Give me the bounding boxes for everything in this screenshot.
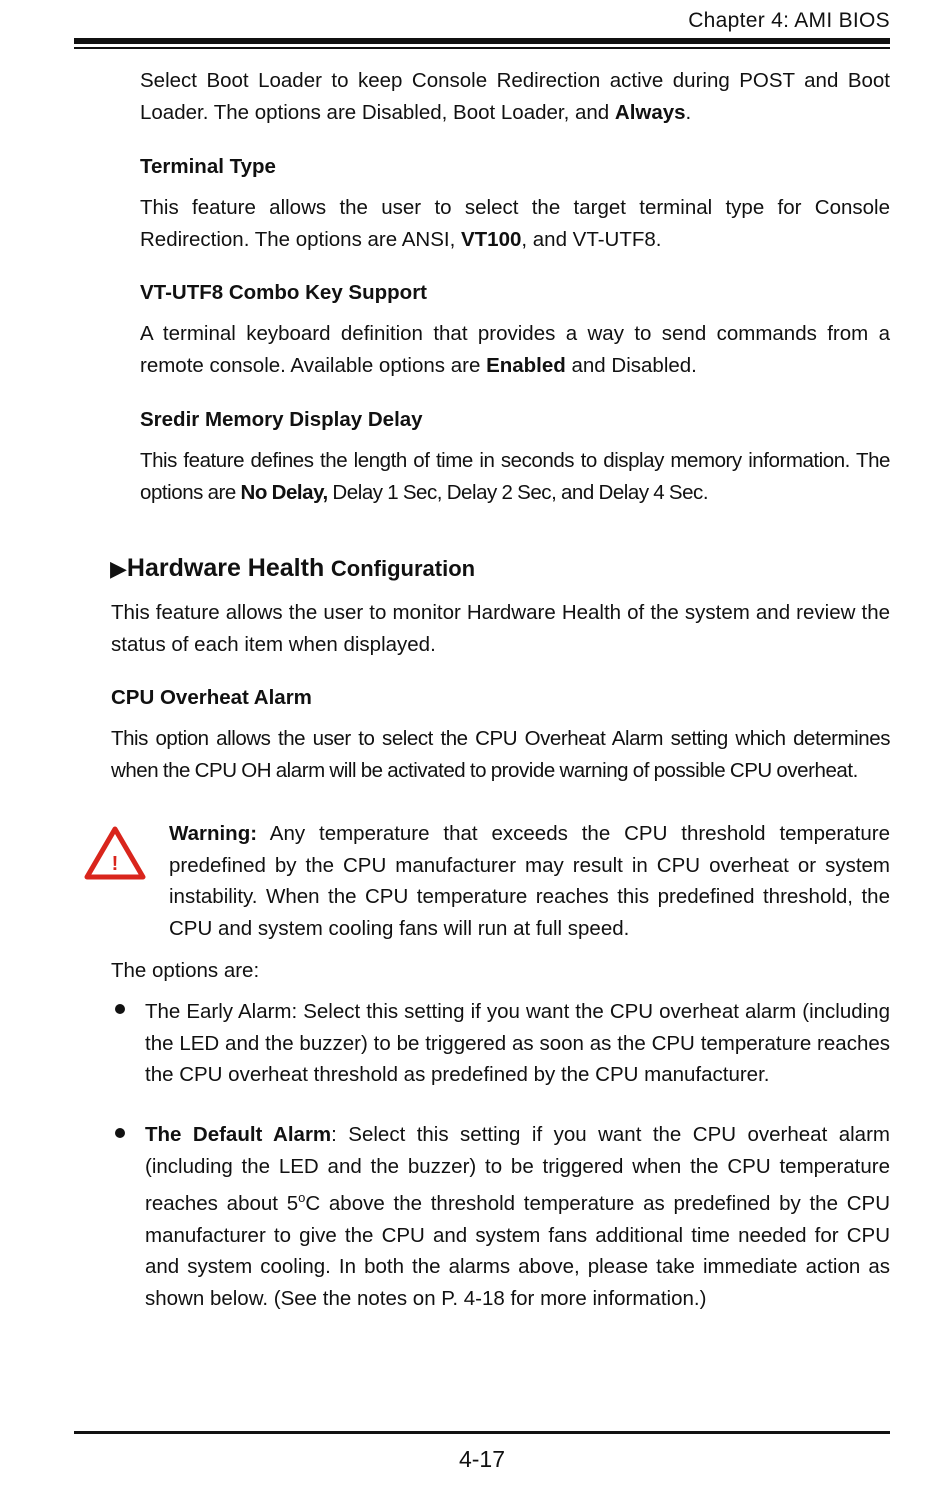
heading-small-text: Configuration — [330, 556, 476, 581]
terminal-type-heading: Terminal Type — [140, 155, 276, 178]
arrow-right-icon: ▶ — [110, 556, 127, 581]
chapter-header: Chapter 4: AMI BIOS — [688, 9, 890, 32]
vt-utf8-paragraph — [140, 318, 890, 381]
bullet-text: C above the threshold temperature as predefined by the CPU manufacturer to give the CPU and system fans additional time needed for CPU and system cooling. In both the alarms above, please take immediate action as shown below. (See the notes on P. 4-18 for more information.) — [145, 1192, 890, 1310]
paragraph-text: This feature allows the user to select the target terminal type for Console Redirection. The options are ANSI, — [140, 196, 890, 251]
bullet-dot-icon — [115, 1128, 125, 1138]
bullet-dot-icon — [115, 1004, 125, 1014]
hardware-health-paragraph: This feature allows the user to monitor Hardware Health of the system and review the status of each item when displayed. — [111, 601, 890, 656]
footer-rule — [74, 1431, 890, 1434]
default-option: VT100 — [460, 227, 522, 251]
hardware-health-heading — [110, 554, 475, 583]
paragraph-text: . — [685, 100, 692, 124]
warning-label: Warning: — [169, 822, 258, 845]
header-rule-thick — [74, 38, 890, 44]
paragraph-text: A terminal keyboard definition that provides a way to send commands from a remote console. Available options are — [140, 322, 890, 377]
page-number: 4-17 — [458, 1446, 506, 1472]
default-option: Enabled — [486, 353, 566, 377]
degree-superscript: o — [298, 1190, 306, 1206]
cpu-overheat-heading: CPU Overheat Alarm — [111, 686, 312, 709]
paragraph-text: Delay 1 Sec, Delay 2 Sec, and Delay 4 Sec. — [327, 480, 709, 504]
warning-triangle-icon — [83, 825, 147, 881]
sredir-paragraph — [140, 445, 890, 508]
heading-large-text: Hardware Health — [126, 554, 325, 582]
terminal-type-paragraph — [140, 192, 890, 255]
vt-utf8-heading: VT-UTF8 Combo Key Support — [140, 281, 427, 304]
paragraph-text: , and VT-UTF8. — [521, 227, 662, 251]
options-intro: The options are: — [111, 959, 260, 982]
paragraph-text: Select Boot Loader to keep Console Redirection active during POST and Boot Loader. The options are Disabled, Boot Loader, and — [140, 69, 890, 124]
warning-paragraph — [169, 818, 890, 944]
sredir-heading: Sredir Memory Display Delay — [140, 408, 423, 431]
bullet-text: : Select this setting if you want the CPU overheat alarm (including the LED and the buzzer) to be triggered when the CPU temperature reaches about 5 — [145, 1123, 890, 1216]
bullet-early-alarm: The Early Alarm: Select this setting if you want the CPU overheat alarm (including the LED and the buzzer) to be triggered as soon as the CPU temperature reaches the CPU overheat threshold as predefined by the CPU manufacturer. — [145, 1000, 890, 1087]
default-option: Always — [614, 100, 686, 124]
bullet-title: The Default Alarm — [145, 1123, 332, 1146]
paragraph-text: and Disabled. — [565, 353, 697, 377]
cpu-overheat-paragraph: This option allows the user to select the CPU Overheat Alarm setting which determines when the CPU OH alarm will be activated to provide warning of possible CPU overheat. — [111, 727, 890, 782]
header-rule-thin — [74, 47, 890, 49]
paragraph-text: This feature defines the length of time in seconds to display memory information. The options are — [140, 449, 890, 504]
default-option: No Delay, — [240, 480, 328, 504]
bullet-default-alarm — [145, 1119, 890, 1314]
console-redirection-paragraph — [140, 65, 890, 128]
warning-text: Any temperature that exceeds the CPU threshold temperature predefined by the CPU manufacturer may result in CPU overheat or system instability. When the CPU temperature reaches this predefined threshold, the CPU and system cooling fans will run at full speed. — [169, 822, 890, 940]
warning-glyph: ! — [111, 853, 119, 875]
